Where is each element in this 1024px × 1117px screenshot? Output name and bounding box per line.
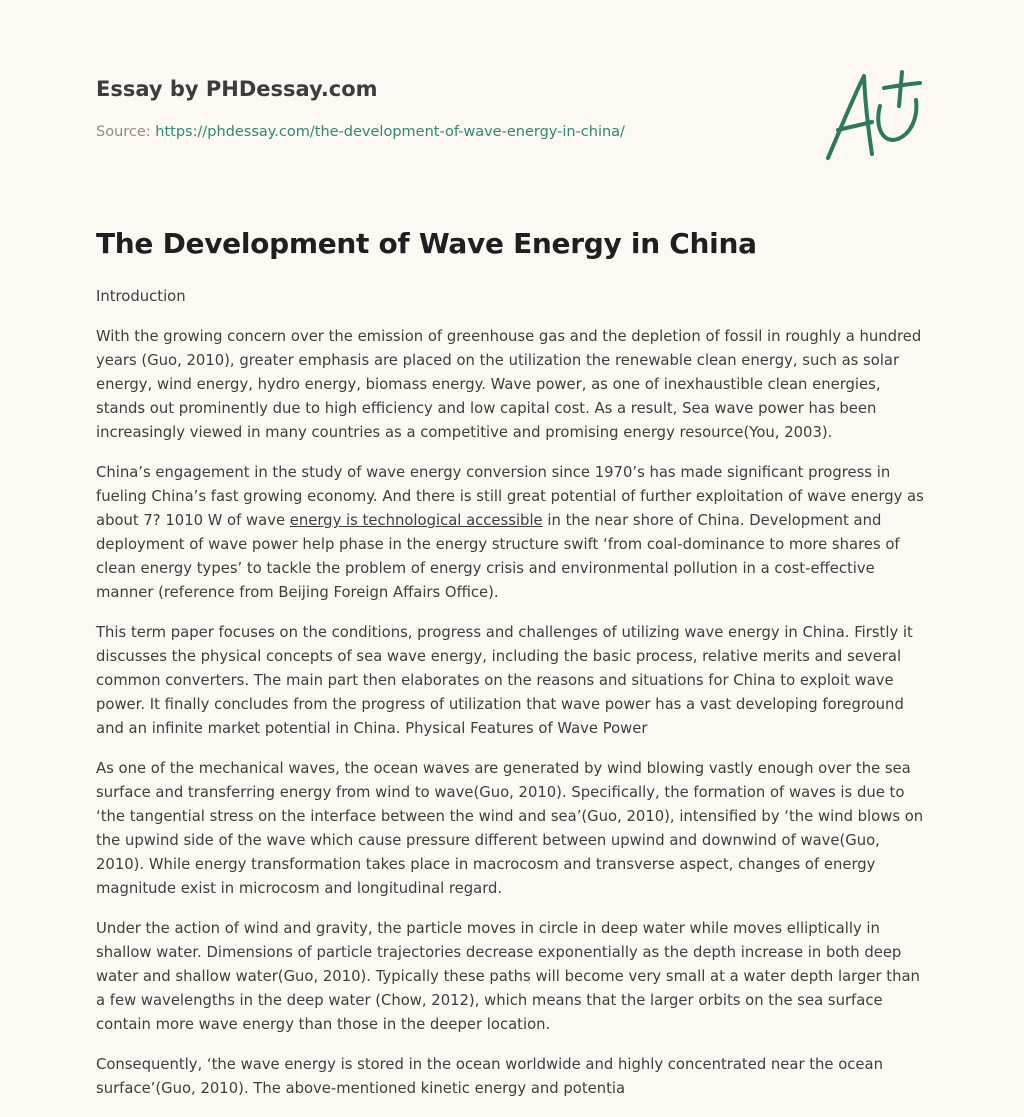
- paragraph-2: [96, 461, 932, 605]
- essay-title: The Development of Wave Energy in China: [96, 227, 757, 260]
- inline-keyword-link[interactable]: energy is technological accessible: [289, 512, 543, 529]
- a-plus-logo-icon: [818, 66, 930, 166]
- paragraph-1: With the growing concern over the emission of greenhouse gas and the depletion of fossil in roughly a hundred years (Guo, 2010), greater emphasis are placed on the utilization the renewable clean energy, such as solar energy, wind energy, hydro energy, biomass energy. Wave power, as one of inexhaustible clean energies, stands out prominently due to high efficiency and low capital cost. As a result, Sea wave power has been increasingly viewed in many countries as a competitive and promising energy resource(You, 2003).: [96, 328, 922, 441]
- paragraph-2-start: China’s engagement in the study of wave energy conversion since 1970’s has made significant progress in fueling China’s fast growing economy. And there is still great potential of further exploitation of wave energy as about 7? 1010 W of wave: [96, 464, 924, 529]
- source-line: [96, 122, 756, 142]
- paragraph-5: Under the action of wind and gravity, the particle moves in circle in deep water while moves elliptically in shallow water. Dimensions of particle trajectories decrease exponentially as the depth increase in both deep water and shallow water(Guo, 2010). Typically these paths will become very small at a water depth larger than a few wavelengths in the deep water (Chow, 2012), which means that the larger orbits on the sea surface contain more wave energy than those in the deeper location.: [96, 920, 920, 1033]
- page-header: [96, 74, 756, 142]
- source-label: Source:: [96, 124, 156, 140]
- essay-body: [96, 285, 932, 1117]
- paragraph-4: As one of the mechanical waves, the ocean waves are generated by wind blowing vastly enough over the sea surface and transferring energy from wind to wave(Guo, 2010). Specifically, the formation of waves is due to ‘the tangential stress on the interface between the wind and sea’(Guo, 2010), intensified by ‘the wind blows on the upwind side of the wave which cause pressure different between upwind and downwind of wave(Guo, 2010). While energy transformation takes place in macrocosm and transverse aspect, changes of energy magnitude exist in microcosm and longitudinal regard.: [96, 760, 924, 897]
- paragraph-3: This term paper focuses on the conditions, progress and challenges of utilizing wave energy in China. Firstly it discusses the physical concepts of sea wave energy, including the basic process, relative merits and several common converters. The main part then elaborates on the reasons and situations for China to exploit wave power. It finally concludes from the progress of utilization that wave power has a vast developing foreground and an infinite market potential in China. Physical Features of Wave Power: [96, 624, 913, 737]
- site-title: Essay by PHDessay.com: [96, 77, 378, 101]
- paragraph-6: Consequently, ‘the wave energy is stored in the ocean worldwide and highly concentrated near the ocean surface’(Guo, 2010). The above-mentioned kinetic energy and potentia: [96, 1056, 883, 1097]
- intro-heading: Introduction: [96, 288, 186, 305]
- paragraph-2-end: in the near shore of China. Development and deployment of wave power help phase in the energy structure swift ‘from coal-dominance to more shares of clean energy types’ to tackle the problem of energy crisis and environmental pollution in a cost-effective manner (reference from Beijing Foreign Affairs Office).: [96, 512, 900, 601]
- source-link[interactable]: https://phdessay.com/the-development-of-wave-energy-in-china/: [155, 124, 625, 140]
